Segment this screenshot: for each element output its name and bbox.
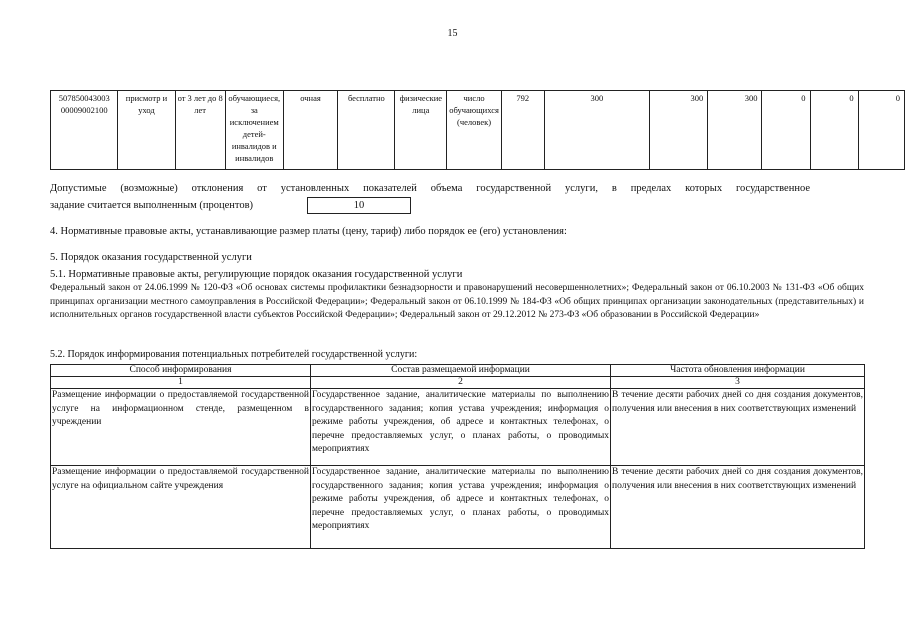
table-row — [51, 389, 865, 466]
table-row — [51, 91, 905, 170]
service-volume-table — [50, 90, 905, 170]
value-cell: 0 — [810, 91, 858, 170]
service-name-cell: присмотр и уход — [118, 91, 175, 170]
unit-code-cell: 792 — [501, 91, 544, 170]
category-cell: обучающиеся, за исключением детей-инвалидов и инвалидов — [225, 91, 283, 170]
content-cell: Государственное задание, аналитические материалы по выполнению государственного задания; копия устава учреждения; информация о режиме работы учреждения, об адресе и контактных телефонах, о перечне предоставляемых услуг, о планах работы, о проводимых мероприятиях — [311, 389, 611, 466]
section-5-heading: 5. Порядок оказания государственной услуги — [50, 252, 252, 263]
value-cell: 0 — [762, 91, 810, 170]
legal-acts-text: Федеральный закон от 24.06.1999 № 120-ФЗ «Об основах системы профилактики безнадзорности и правонарушений несовершеннолетних»; Федеральный закон от 06.10.2003 № 131-ФЗ «Об общих принципах организации местного самоуправления в Российской Федерации»; Федеральный закон от 06.10.1999 № 184-ФЗ «Об общих принципах организации законодательных (представительных) и исполнительных органов государственной власти субъектов Российской Федерации»; Федеральный закон от 29.12.2012 № 273-ФЗ «Об образовании в Российской Федерации» — [50, 283, 864, 321]
column-header: Состав размещаемой информации — [311, 365, 611, 377]
column-header: Способ информирования — [51, 365, 311, 377]
table-header-row — [51, 365, 865, 377]
deviation-value-box: 10 — [307, 197, 411, 214]
column-number: 2 — [311, 377, 611, 389]
column-number: 3 — [611, 377, 865, 389]
form-cell: очная — [283, 91, 338, 170]
registry-code-cell: 507850043003 00009002100 — [51, 91, 118, 170]
frequency-cell: В течение десяти рабочих дней со дня создания документов, получения или внесения в них соответствующих изменений — [611, 389, 865, 466]
page-number: 15 — [447, 28, 458, 39]
method-cell: Размещение информации о предоставляемой государственной услуге на официальном сайте учреждения — [51, 466, 311, 549]
column-number: 1 — [51, 377, 311, 389]
column-header: Частота обновления информации — [611, 365, 865, 377]
deviation-text-continued: задание считается выполненным (процентов) — [50, 200, 254, 211]
section-4-heading: 4. Нормативные правовые акты, устанавливающие размер платы (цену, тариф) либо порядок ее (его) установления: — [50, 226, 567, 237]
value-cell: 300 — [708, 91, 762, 170]
value-cell: 0 — [858, 91, 904, 170]
content-cell: Государственное задание, аналитические материалы по выполнению государственного задания; копия устава учреждения; информация о режиме работы учреждения, об адресе и контактных телефонах, о перечне предоставляемых услуг, о планах работы, о проводимых мероприятиях — [311, 466, 611, 549]
table-row — [51, 466, 865, 549]
information-procedure-table — [50, 364, 865, 549]
value-cell: 300 — [650, 91, 708, 170]
frequency-cell: В течение десяти рабочих дней со дня создания документов, получения или внесения в них соответствующих изменений — [611, 466, 865, 549]
age-cell: от 3 лет до 8 лет — [175, 91, 225, 170]
method-cell: Размещение информации о предоставляемой государственной услуге на информационном стенде, размещенном в учреждении — [51, 389, 311, 466]
payment-cell: бесплатно — [338, 91, 395, 170]
section-5-2-heading: 5.2. Порядок информирования потенциальных потребителей государственной услуги: — [50, 349, 418, 360]
column-number-row — [51, 377, 865, 389]
value-cell: 300 — [544, 91, 650, 170]
recipients-cell: физические лица — [395, 91, 447, 170]
section-5-1-heading: 5.1. Нормативные правовые акты, регулирующие порядок оказания государственной услуги — [50, 269, 463, 280]
deviation-text: Допустимые (возможные) отклонения от установленных показателей объема государственной услуги, в пределах которых государственное — [50, 183, 810, 194]
indicator-cell: число обучающихся (человек) — [447, 91, 502, 170]
